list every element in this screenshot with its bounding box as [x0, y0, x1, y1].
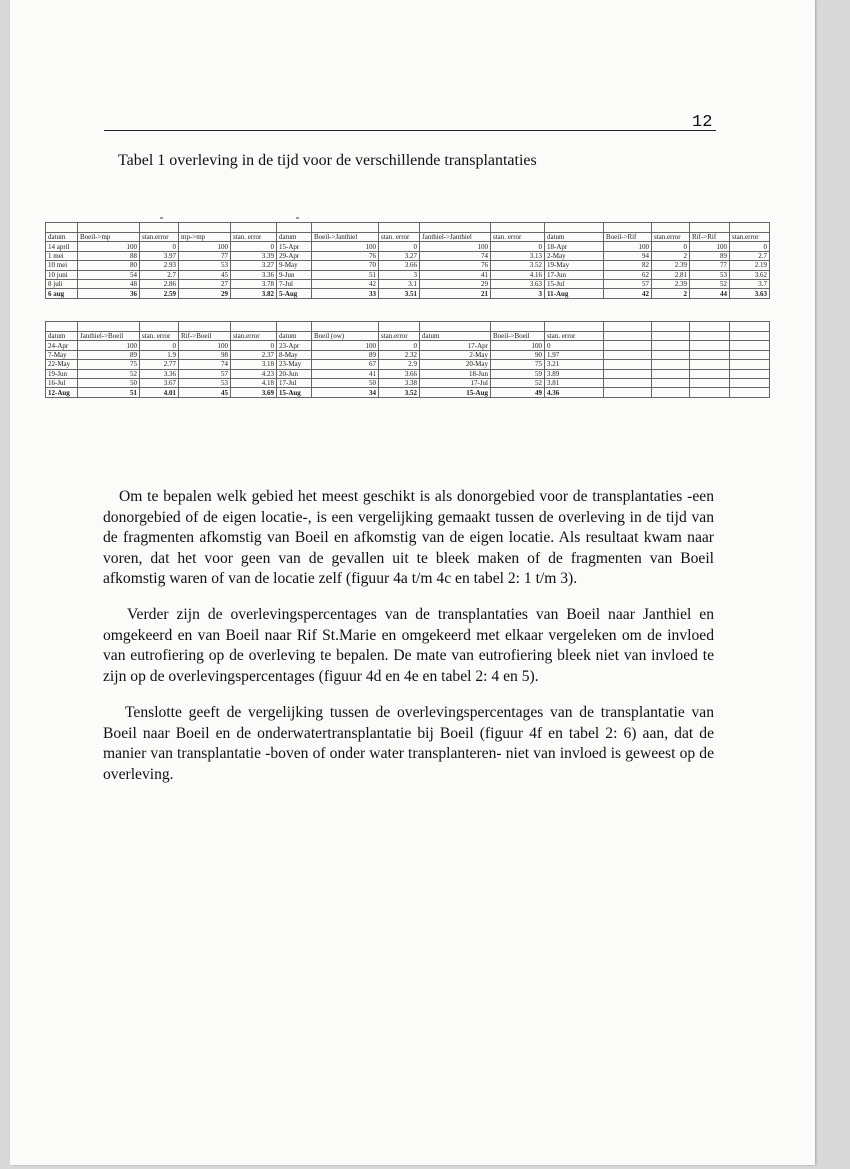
table-cell: 53: [179, 261, 231, 270]
table-cell: 4.23: [231, 369, 277, 378]
paragraph-donor-area: Om te bepalen welk gebied het meest geschikt is als donorgebied voor de transplantaties -een donorgebied of de eigen locatie-, is een vergelijking gemaakt tussen de overleving in de tijd van de fragmenten afkomstig van Boeil en afkomstig van de eigen locatie. Als resultaat kwam naar voren, dat het voor geen van de gevallen uit te bleek maken of de fragmenten van Boeil afkomstig waren of van de locatie zelf (figuur 4a t/m 4c en tabel 2: 1 t/m 3).: [103, 488, 714, 588]
table-cell: [652, 369, 690, 378]
table-cell: datum: [46, 332, 78, 341]
table-cell: 0: [379, 341, 420, 350]
table-cell: [604, 341, 652, 350]
table-cell: datum: [545, 233, 604, 242]
table-cell: [730, 388, 770, 397]
table-cell: 29: [179, 289, 231, 298]
table-cell: Boeil->Rif: [604, 233, 652, 242]
table-cell: 33: [312, 289, 379, 298]
table-cell: 3.66: [379, 369, 420, 378]
table-cell: 100: [78, 341, 140, 350]
table-row: [46, 270, 770, 279]
table-cell: [690, 350, 730, 359]
table-row: [46, 378, 770, 387]
table-cell: 3.78: [231, 279, 277, 288]
table-cell: 15-Aug: [277, 388, 312, 397]
table-cell: 80: [78, 261, 140, 270]
table-cell: [730, 378, 770, 387]
table-cell: stan.error: [379, 332, 420, 341]
table-cell: 74: [420, 251, 491, 260]
table-cell: 4.18: [231, 378, 277, 387]
table-cell: 8-May: [277, 350, 312, 359]
table-header-row: [46, 332, 770, 341]
table-cell: 3.18: [231, 360, 277, 369]
page-number: 12: [692, 113, 713, 132]
table-cell: 3.51: [379, 289, 420, 298]
table-cell: Boeil->Boeil: [491, 332, 545, 341]
table-cell: 15-Jul: [545, 279, 604, 288]
table-cell: 75: [491, 360, 545, 369]
table-cell: 2-May: [420, 350, 491, 359]
table-cell: 2.7: [140, 270, 179, 279]
table-cell: stan. error: [545, 332, 604, 341]
table-row: [46, 261, 770, 270]
empty-cell: [730, 223, 770, 233]
empty-cell: [312, 223, 379, 233]
table-cell: 100: [690, 242, 730, 251]
table-cell: 49: [491, 388, 545, 397]
table-cell: 18-Jun: [420, 369, 491, 378]
empty-cell: [545, 322, 604, 332]
table-cell: 3.27: [231, 261, 277, 270]
table-cell: 3.1: [379, 279, 420, 288]
table-cell: 9-May: [277, 261, 312, 270]
table-cell: [730, 341, 770, 350]
table-cell: 15-Apr: [277, 242, 312, 251]
table-cell: 57: [179, 369, 231, 378]
table-cell: 16-Jul: [46, 378, 78, 387]
table-cell: [730, 360, 770, 369]
paragraph-eutrophication: Verder zijn de overlevingspercentages van de transplantaties van Boeil naar Janthiel en omgekeerd en van Boeil naar Rif St.Marie en omgekeerd met elkaar vergeleken om de invloed van eutrofiering op de overleving te bepalen. De mate van eutrofiering bleek niet van invloed te zijn op de overlevingspercentages (figuur 4d en 4e en tabel 2: 4 en 5).: [103, 606, 714, 685]
table-cell: 100: [78, 242, 140, 251]
table-cell: 54: [78, 270, 140, 279]
table-cell: 0: [140, 242, 179, 251]
table-cell: 1 mei: [46, 251, 78, 260]
empty-cell: [690, 322, 730, 332]
empty-cell: [78, 322, 140, 332]
table-cell: 24-Apr: [46, 341, 78, 350]
table-cell: datum: [46, 233, 78, 242]
table-cell: datum: [420, 332, 491, 341]
table-cell: 44: [690, 289, 730, 298]
table-cell: 100: [179, 242, 231, 251]
table-cell: 2.19: [730, 261, 770, 270]
empty-cell: [140, 322, 179, 332]
table-cell: 82: [604, 261, 652, 270]
empty-cell: [46, 322, 78, 332]
table-cell: 100: [179, 341, 231, 350]
empty-cell: [730, 322, 770, 332]
empty-cell: [604, 322, 652, 332]
table-cell: 4.16: [491, 270, 545, 279]
table-header-row: [46, 233, 770, 242]
scan-mark: [160, 217, 163, 219]
table-cell: 3.82: [231, 289, 277, 298]
table-cell: 50: [78, 378, 140, 387]
empty-cell: [78, 223, 140, 233]
table-cell: 2: [652, 289, 690, 298]
table-row: [46, 388, 770, 397]
table-cell: 2.86: [140, 279, 179, 288]
table-cell: stan. error: [379, 233, 420, 242]
table-cell: 3.62: [730, 270, 770, 279]
table-cell: 89: [78, 350, 140, 359]
paragraph-transplant-method: Tenslotte geeft de vergelijking tussen de overlevingspercentages van de transplantatie van Boeil naar Boeil en de onderwatertransplantatie bij Boeil (figuur 4f en tabel 2: 6) aan, dat de manier van transplantatie -boven of onder water transplanteren- niet van invloed is geweest op de overleving.: [103, 704, 714, 783]
table-cell: 100: [312, 242, 379, 251]
table-cell: [604, 332, 652, 341]
table-cell: 29-Apr: [277, 251, 312, 260]
table-cell: [730, 350, 770, 359]
table-cell: 75: [78, 360, 140, 369]
table-cell: 0: [140, 341, 179, 350]
table-cell: Janthiel->Boeil: [78, 332, 140, 341]
table-cell: Rif->Rif: [690, 233, 730, 242]
table-cell: 52: [78, 369, 140, 378]
table-cell: [604, 350, 652, 359]
table-cell: Boeil->mp: [78, 233, 140, 242]
empty-cell: [420, 223, 491, 233]
table-cell: 51: [78, 388, 140, 397]
table-cell: 76: [420, 261, 491, 270]
table-cell: 10 juni: [46, 270, 78, 279]
table-cell: stan. error: [491, 233, 545, 242]
empty-cell: [277, 223, 312, 233]
table-cell: 19-May: [545, 261, 604, 270]
table-cell: [652, 388, 690, 397]
table-cell: 3.69: [231, 388, 277, 397]
table-cell: 20-Jun: [277, 369, 312, 378]
table-cell: 45: [179, 388, 231, 397]
table-cell: 3.36: [140, 369, 179, 378]
table-cell: 2.37: [231, 350, 277, 359]
empty-cell: [231, 322, 277, 332]
table-cell: 70: [312, 261, 379, 270]
table-cell: 7-Jul: [277, 279, 312, 288]
table-cell: 10 mei: [46, 261, 78, 270]
table-cell: 2.7: [730, 251, 770, 260]
table-row: [46, 350, 770, 359]
table-cell: 62: [604, 270, 652, 279]
table-cell: 23-May: [277, 360, 312, 369]
table-cell: datum: [277, 332, 312, 341]
table-cell: 0: [491, 242, 545, 251]
table-cell: stan. error: [231, 233, 277, 242]
table-cell: 4.01: [140, 388, 179, 397]
table-cell: 11-Aug: [545, 289, 604, 298]
table-cell: 100: [312, 341, 379, 350]
empty-cell: [652, 223, 690, 233]
table-cell: 19-Jun: [46, 369, 78, 378]
table-cell: 89: [312, 350, 379, 359]
table-row: [46, 279, 770, 288]
empty-cell: [491, 223, 545, 233]
table-cell: 88: [78, 251, 140, 260]
table-cell: [652, 341, 690, 350]
table-cell: 3.52: [379, 388, 420, 397]
table-cell: 41: [312, 369, 379, 378]
table-cell: 3: [491, 289, 545, 298]
table-cell: [604, 388, 652, 397]
table-cell: [690, 388, 730, 397]
empty-cell: [379, 223, 420, 233]
table-cell: 3.13: [491, 251, 545, 260]
table-row: [46, 341, 770, 350]
table-cell: [730, 369, 770, 378]
table-cell: [652, 332, 690, 341]
table-cell: [652, 360, 690, 369]
table-cell: 15-Aug: [420, 388, 491, 397]
table-cell: datum: [277, 233, 312, 242]
table-cell: 3.67: [140, 378, 179, 387]
table-cell: 6 aug: [46, 289, 78, 298]
table-cell: Boeil->Janthiel: [312, 233, 379, 242]
table-cell: 3.97: [140, 251, 179, 260]
survival-table-2: [45, 321, 770, 398]
table-cell: 3: [379, 270, 420, 279]
table-cell: 2.59: [140, 289, 179, 298]
table-cell: 3.36: [231, 270, 277, 279]
table-cell: 2.81: [652, 270, 690, 279]
table-cell: stan.error: [730, 233, 770, 242]
table-cell: 57: [604, 279, 652, 288]
table-cell: [690, 378, 730, 387]
table-cell: 4.36: [545, 388, 604, 397]
table-cell: 2-May: [545, 251, 604, 260]
table-cell: 5-Aug: [277, 289, 312, 298]
table-cell: 0: [231, 341, 277, 350]
table-row: [46, 369, 770, 378]
table-row: [46, 289, 770, 298]
empty-cell: [420, 322, 491, 332]
blank-row: [46, 322, 770, 332]
table-cell: 3.89: [545, 369, 604, 378]
table-cell: stan.error: [652, 233, 690, 242]
table-cell: stan. error: [140, 332, 179, 341]
table-cell: 34: [312, 388, 379, 397]
table-cell: 14 april: [46, 242, 78, 251]
blank-row: [46, 223, 770, 233]
empty-cell: [545, 223, 604, 233]
table-cell: 100: [604, 242, 652, 251]
table-cell: 94: [604, 251, 652, 260]
table-cell: 2.9: [379, 360, 420, 369]
table-cell: 8 juli: [46, 279, 78, 288]
table-cell: 3.39: [231, 251, 277, 260]
table-cell: 3.7: [730, 279, 770, 288]
scan-mark: [296, 217, 299, 219]
table-cell: 12-Aug: [46, 388, 78, 397]
table-cell: 3.81: [545, 378, 604, 387]
table-cell: [652, 378, 690, 387]
table-caption: Tabel 1 overleving in de tijd voor de verschillende transplantaties: [118, 152, 537, 169]
table-cell: 41: [420, 270, 491, 279]
empty-cell: [491, 322, 545, 332]
empty-cell: [652, 322, 690, 332]
table-cell: Boeil (ow): [312, 332, 379, 341]
table-cell: 0: [379, 242, 420, 251]
table-cell: stan.error: [140, 233, 179, 242]
table-cell: 100: [491, 341, 545, 350]
table-cell: 100: [420, 242, 491, 251]
table-cell: 0: [730, 242, 770, 251]
table-cell: 76: [312, 251, 379, 260]
table-cell: [604, 360, 652, 369]
table-cell: 0: [231, 242, 277, 251]
table-cell: Rif->Boeil: [179, 332, 231, 341]
empty-cell: [604, 223, 652, 233]
empty-cell: [179, 322, 231, 332]
table-cell: 3.52: [491, 261, 545, 270]
empty-cell: [46, 223, 78, 233]
table-cell: 36: [78, 289, 140, 298]
table-cell: 77: [690, 261, 730, 270]
table-cell: 77: [179, 251, 231, 260]
table-cell: mp->mp: [179, 233, 231, 242]
table-cell: 89: [690, 251, 730, 260]
table-cell: 23-Apr: [277, 341, 312, 350]
table-cell: stan.error: [231, 332, 277, 341]
table-cell: 20-May: [420, 360, 491, 369]
table-cell: 48: [78, 279, 140, 288]
table-cell: 50: [312, 378, 379, 387]
table-row: [46, 251, 770, 260]
table-cell: 2: [652, 251, 690, 260]
table-cell: 67: [312, 360, 379, 369]
table-cell: [604, 369, 652, 378]
table-cell: 42: [312, 279, 379, 288]
table-cell: 17-Jun: [545, 270, 604, 279]
table-cell: 3.38: [379, 378, 420, 387]
table-cell: 51: [312, 270, 379, 279]
empty-cell: [690, 223, 730, 233]
table-row: [46, 242, 770, 251]
table-cell: 1.97: [545, 350, 604, 359]
table-cell: 27: [179, 279, 231, 288]
table-cell: [604, 378, 652, 387]
header-rule: [104, 130, 716, 131]
table-cell: [690, 332, 730, 341]
table-cell: 90: [491, 350, 545, 359]
empty-cell: [277, 322, 312, 332]
table-cell: 53: [179, 378, 231, 387]
table-cell: 0: [545, 341, 604, 350]
table-cell: 3.66: [379, 261, 420, 270]
table-cell: 59: [491, 369, 545, 378]
table-cell: 3.27: [379, 251, 420, 260]
table-cell: [690, 360, 730, 369]
table-cell: 17-Jul: [420, 378, 491, 387]
table-cell: 2.93: [140, 261, 179, 270]
empty-cell: [231, 223, 277, 233]
table-cell: 3.21: [545, 360, 604, 369]
table-cell: Janthiel->Janthiel: [420, 233, 491, 242]
empty-cell: [379, 322, 420, 332]
table-cell: 21: [420, 289, 491, 298]
table-cell: 17-Apr: [420, 341, 491, 350]
table-cell: 22-May: [46, 360, 78, 369]
table-cell: [652, 350, 690, 359]
table-cell: 45: [179, 270, 231, 279]
table-cell: 42: [604, 289, 652, 298]
table-cell: 0: [652, 242, 690, 251]
table-cell: 52: [491, 378, 545, 387]
table-row: [46, 360, 770, 369]
table-cell: 53: [690, 270, 730, 279]
table-cell: 17-Jul: [277, 378, 312, 387]
table-cell: 1.9: [140, 350, 179, 359]
table-cell: 2.77: [140, 360, 179, 369]
table-cell: 18-Apr: [545, 242, 604, 251]
survival-table-1: [45, 222, 770, 299]
table-cell: [690, 369, 730, 378]
table-cell: 98: [179, 350, 231, 359]
table-cell: [690, 341, 730, 350]
table-cell: 2.39: [652, 261, 690, 270]
empty-cell: [312, 322, 379, 332]
empty-cell: [140, 223, 179, 233]
table-cell: 7-May: [46, 350, 78, 359]
table-cell: 2.39: [652, 279, 690, 288]
table-cell: 29: [420, 279, 491, 288]
table-cell: 3.63: [730, 289, 770, 298]
table-cell: 74: [179, 360, 231, 369]
table-cell: 2.32: [379, 350, 420, 359]
table-cell: 3.63: [491, 279, 545, 288]
table-cell: [730, 332, 770, 341]
empty-cell: [179, 223, 231, 233]
table-cell: 9-Jun: [277, 270, 312, 279]
table-cell: 52: [690, 279, 730, 288]
